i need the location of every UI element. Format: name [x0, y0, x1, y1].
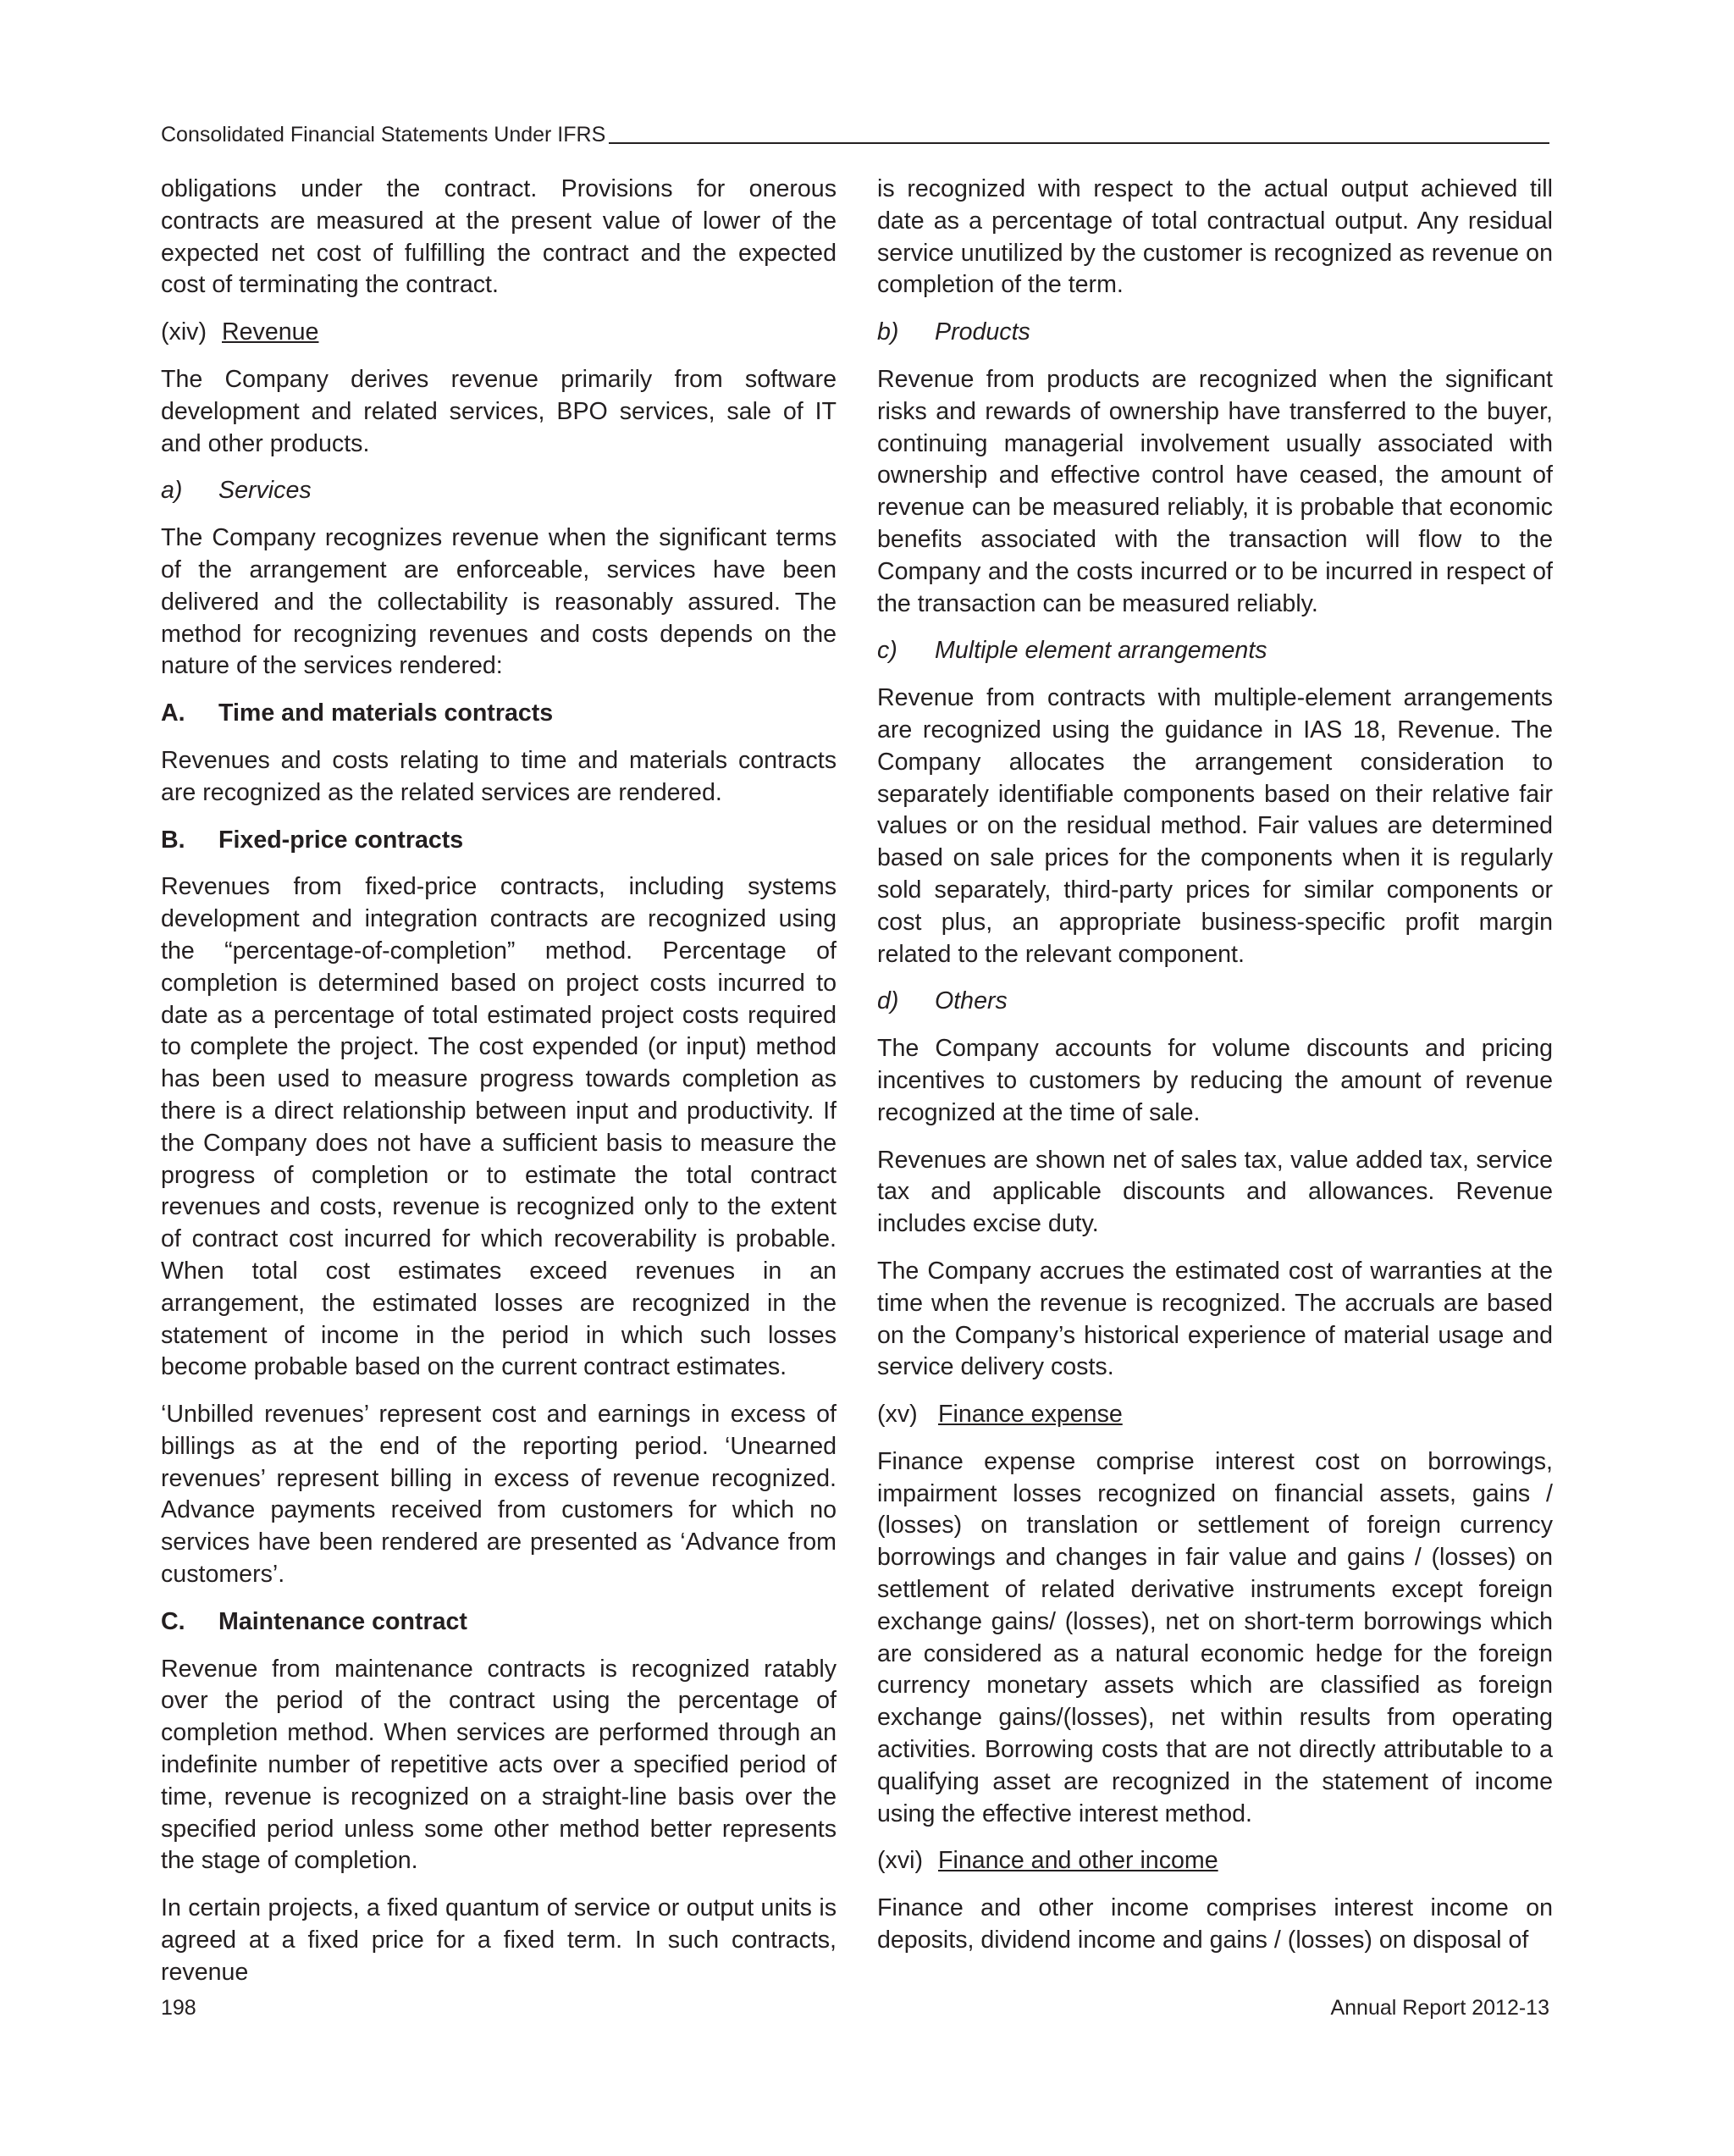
subheading-others [877, 986, 1553, 1018]
subheading-title: Services [218, 477, 312, 505]
header-rule [609, 142, 1549, 144]
subheading-services [161, 475, 837, 507]
heading-title: Time and materials contracts [218, 699, 554, 727]
paragraph: Finance expense comprise interest cost on borrowings, impairment losses recognized on financial assets, gains / (losses) on translation or settlement of foreign currency borrowings and changes in fair value and gains / (losses) on settlement of related derivative instruments except foreign exchange gains/ (losses), net on short-term borrowings which are considered as a natural economic hedge for the foreign currency monetary assets which are classified as foreign exchange gains/(losses), net within results from operating activities. Borrowing costs that are not directly attributable to a qualifying asset are recognized in the statement of income using the effective interest method. [877, 1447, 1553, 1827]
paragraph: The Company derives revenue primarily from software development and related services, BPO services, sale of IT and other products. [161, 365, 837, 457]
page-header [161, 119, 1549, 147]
paragraph: obligations under the contract. Provisions for onerous contracts are measured at the present value of lower of the expected net cost of fulfilling the contract and the expected cost of terminating the contract. [161, 175, 837, 299]
paragraph: The Company accounts for volume discounts and pricing incentives to customers by reducing the amount of revenue recognized at the time of sale. [877, 1035, 1553, 1126]
subheading-letter: a) [161, 477, 183, 505]
paragraph: Revenues are shown net of sales tax, value added tax, service tax and applicable discounts and allowances. Revenue includes excise duty. [877, 1146, 1553, 1238]
paragraph: Revenues from fixed-price contracts, including systems development and integration contracts are recognized using the “percentage-of-completion” method. Percentage of completion is determined based on project costs incurred to date as a percentage of total estimated project costs required to complete the project. The cost expended (or input) method has been used to measure progress towards completion as there is a direct relationship between input and productivity. If the Company does not have a sufficient basis to measure the progress of completion or to estimate the total contract revenues and costs, revenue is recognized only to the extent of contract cost incurred for which recoverability is probable. When total cost estimates exceed revenues in an arrangement, the estimated losses are recognized in the statement of income in the period in which such losses become probable based on the current contract estimates. [161, 873, 837, 1381]
heading-fixed-price [161, 825, 837, 857]
page-number: 198 [161, 1996, 196, 2020]
header-title: Consolidated Financial Statements Under IFRS [161, 123, 606, 146]
paragraph: Revenue from products are recognized when the significant risks and rewards of ownership have transferred to the buyer, continuing managerial involvement usually associated with ownership and effective control have ceased, the amount of revenue can be measured reliably, it is probable that economic benefits associated with the transaction will flow to the Company and the costs incurred or to be incurred in respect of the transaction can be measured reliably. [877, 365, 1553, 617]
heading-maintenance [161, 1606, 837, 1639]
paragraph: Revenue from maintenance contracts is recognized ratably over the period of the contract using the percentage of completion method. When services are performed through an indefinite number of repetitive acts over a specified period of time, revenue is recognized on a straight-line basis over the specified period unless some other method better represents the stage of completion. [161, 1655, 837, 1875]
section-number: (xiv) [161, 318, 207, 346]
subheading-title: Others [935, 987, 1008, 1015]
heading-letter: A. [161, 699, 185, 727]
section-title: Finance expense [938, 1401, 1123, 1429]
paragraph: is recognized with respect to the actual output achieved till date as a percentage of total contractual output. Any residual service unutilized by the customer is recognized as revenue on completion of the term. [877, 175, 1553, 299]
paragraph: ‘Unbilled revenues’ represent cost and earnings in excess of billings as at the end of the reporting period. ‘Unearned revenues’ represent billing in excess of revenue recognized. Advance payments received from customers for which no services have been rendered are presented as ‘Advance from customers’. [161, 1401, 837, 1589]
paragraph: Revenue from contracts with multiple-element arrangements are recognized using the guidance in IAS 18, Revenue. The Company allocates the arrangement consideration to separately identifiable components based on their relative fair values or on the residual method. Fair values are determined based on sale prices for the components when it is regularly sold separately, third-party prices for similar components or cost plus, an appropriate business-specific profit margin related to the relevant component. [877, 684, 1553, 968]
right-column [877, 174, 1553, 1972]
subheading-title: Products [935, 318, 1030, 346]
paragraph: Revenues and costs relating to time and materials contracts are recognized as the related services are rendered. [161, 746, 837, 806]
paragraph: In certain projects, a fixed quantum of service or output units is agreed at a fixed price for a fixed term. In such contracts, revenue [161, 1894, 837, 1986]
heading-title: Maintenance contract [218, 1607, 467, 1635]
paragraph: The Company accrues the estimated cost of warranties at the time when the revenue is recognized. The accruals are based on the Company’s historical experience of material usage and service delivery costs. [877, 1257, 1553, 1381]
section-number: (xvi) [877, 1847, 923, 1875]
subheading-multiple-element [877, 635, 1553, 667]
subheading-products [877, 317, 1553, 349]
heading-title: Fixed-price contracts [218, 826, 464, 854]
section-heading-revenue [161, 317, 837, 349]
paragraph: Finance and other income comprises interest income on deposits, dividend income and gains / (losses) on disposal of [877, 1894, 1553, 1954]
subheading-title: Multiple element arrangements [935, 637, 1267, 665]
report-title: Annual Report 2012-13 [1330, 1996, 1549, 2020]
section-heading-finance-income [877, 1845, 1553, 1877]
subheading-letter: c) [877, 637, 897, 665]
section-heading-finance-expense [877, 1399, 1553, 1431]
left-column [161, 174, 837, 2004]
section-title: Revenue [222, 318, 319, 346]
heading-letter: C. [161, 1607, 185, 1635]
heading-letter: B. [161, 826, 185, 854]
paragraph: The Company recognizes revenue when the significant terms of the arrangement are enforceable, services have been delivered and the collectability is reasonably assured. The method for recognizing revenues and costs depends on the nature of the services rendered: [161, 524, 837, 680]
subheading-letter: d) [877, 987, 899, 1015]
subheading-letter: b) [877, 318, 899, 346]
section-number: (xv) [877, 1401, 918, 1429]
section-title: Finance and other income [938, 1847, 1218, 1875]
heading-time-materials [161, 698, 837, 730]
